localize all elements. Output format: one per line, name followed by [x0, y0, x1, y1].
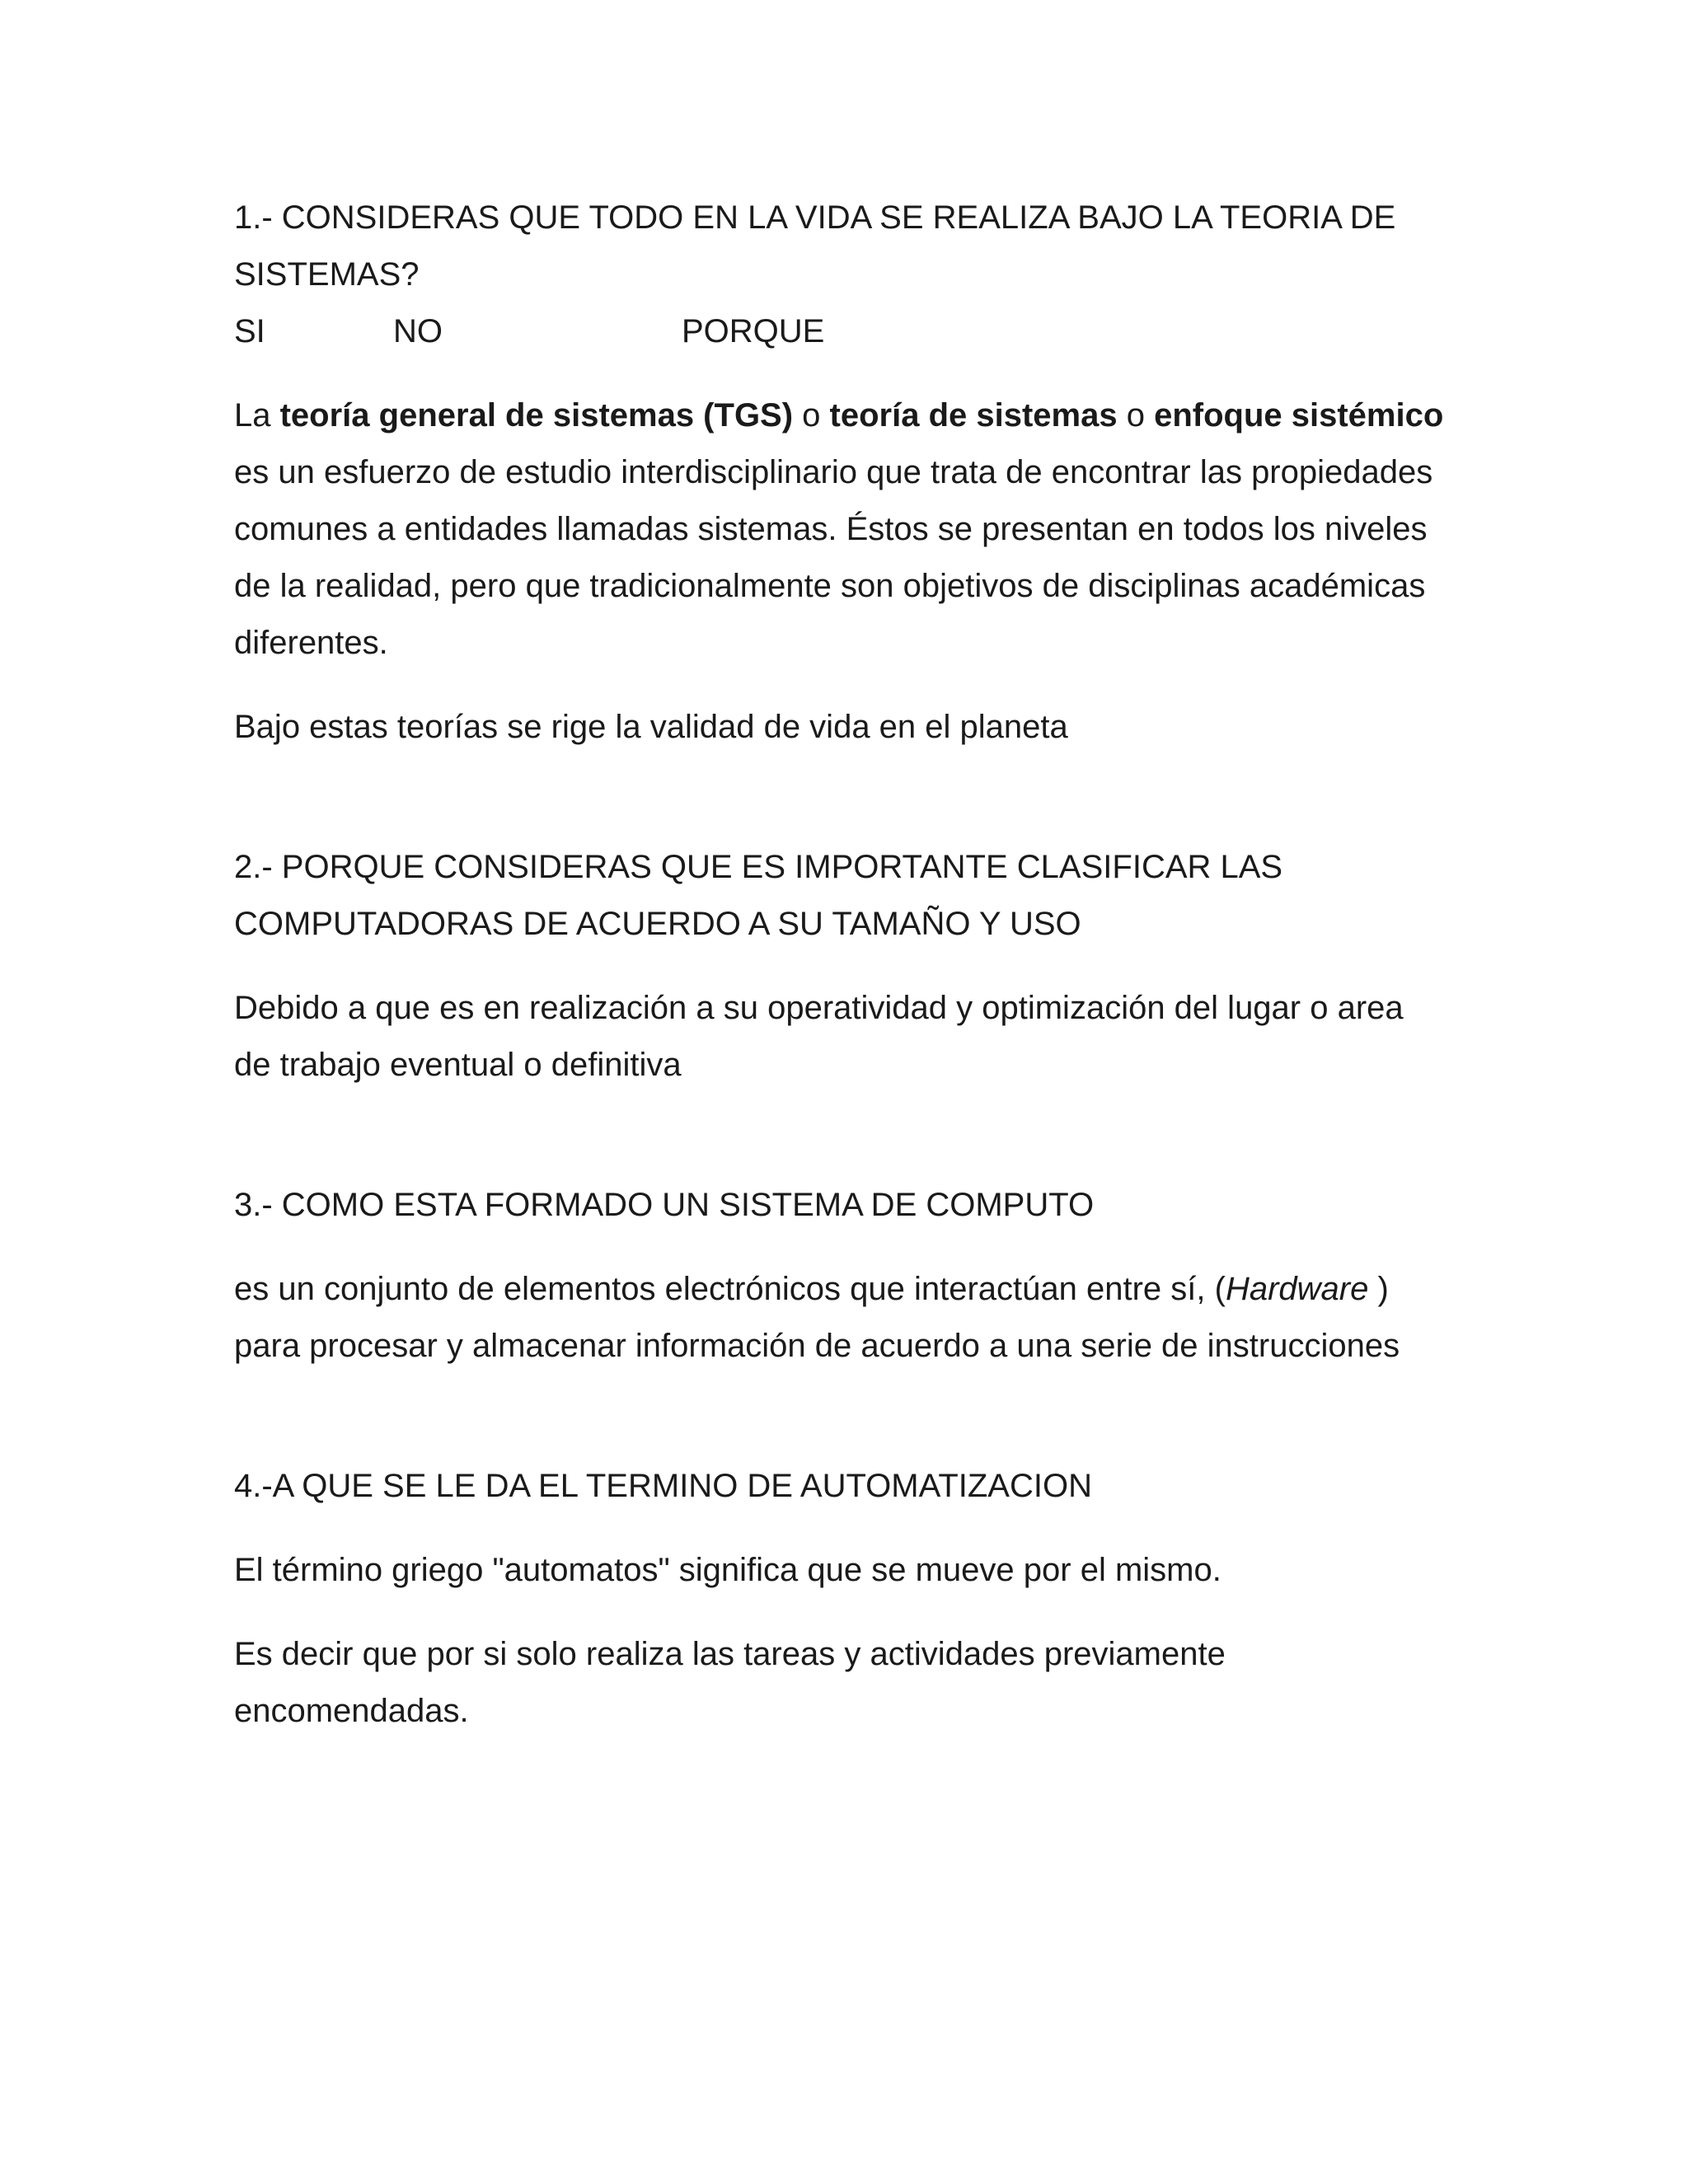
question-1	[234, 190, 1470, 756]
answer-line: diferentes.	[234, 625, 388, 661]
question-2-title-line: 2.- PORQUE CONSIDERAS QUE ES IMPORTANTE CLASIFICAR LAS	[234, 849, 1283, 885]
answer-line: Bajo estas teorías se rige la validad de vida en el planeta	[234, 709, 1068, 745]
answer-line: de la realidad, pero que tradicionalmente son objetivos de disciplinas académicas	[234, 568, 1426, 604]
answer-line	[234, 1261, 1470, 1318]
answer-bold-term: enfoque sistémico	[1154, 397, 1444, 434]
question-1-title-line: SISTEMAS?	[234, 256, 420, 293]
answer-line: para procesar y almacenar información de acuerdo a una serie de instrucciones	[234, 1328, 1400, 1364]
answer-line: encomendadas.	[234, 1693, 469, 1729]
question-3-answer	[234, 1261, 1470, 1375]
question-3-title	[234, 1177, 1470, 1234]
question-4-answer	[234, 1542, 1470, 1599]
question-2-title	[234, 839, 1470, 953]
answer-text: )	[1368, 1271, 1389, 1307]
answer-line: es un esfuerzo de estudio interdisciplinario que trata de encontrar las propiedades	[234, 454, 1433, 490]
answer-line: El término griego "automatos" significa que se mueve por el mismo.	[234, 1552, 1221, 1588]
answer-line: de trabajo eventual o definitiva	[234, 1047, 682, 1083]
question-4	[234, 1458, 1470, 1740]
answer-line	[234, 387, 1470, 444]
question-1-title-line: 1.- CONSIDERAS QUE TODO EN LA VIDA SE REALIZA BAJO LA TEORIA DE	[234, 199, 1396, 236]
answer-text: o	[793, 397, 830, 434]
question-3-title-line: 3.- COMO ESTA FORMADO UN SISTEMA DE COMPUTO	[234, 1187, 1095, 1223]
choice-porque: PORQUE	[682, 313, 825, 349]
question-4-answer-2	[234, 1626, 1470, 1740]
question-3	[234, 1177, 1470, 1375]
answer-line: Es decir que por si solo realiza las tareas y actividades previamente	[234, 1636, 1226, 1672]
choice-no: NO	[393, 313, 443, 349]
question-1-answer	[234, 387, 1470, 672]
answer-italic-term: Hardware	[1225, 1271, 1369, 1307]
question-1-choices	[234, 303, 1470, 360]
question-1-title	[234, 190, 1470, 303]
answer-bold-term: teoría de sistemas	[829, 397, 1118, 434]
question-4-title	[234, 1458, 1470, 1515]
question-4-title-line: 4.-A QUE SE LE DA EL TERMINO DE AUTOMATIZACION	[234, 1468, 1092, 1504]
answer-text: La	[234, 397, 280, 434]
answer-text: o	[1117, 397, 1155, 434]
answer-bold-term: teoría general de sistemas (TGS)	[279, 397, 794, 434]
answer-line: Debido a que es en realización a su operatividad y optimización del lugar o area	[234, 990, 1404, 1026]
answer-text: es un conjunto de elementos electrónicos que interactúan entre sí, (	[234, 1271, 1226, 1307]
question-2-answer	[234, 980, 1470, 1094]
question-2	[234, 839, 1470, 1094]
question-2-title-line: COMPUTADORAS DE ACUERDO A SU TAMAÑO Y USO	[234, 906, 1081, 942]
document-content	[234, 190, 1470, 1740]
question-1-answer-2	[234, 699, 1470, 756]
answer-line: comunes a entidades llamadas sistemas. Éstos se presentan en todos los niveles	[234, 511, 1428, 547]
choice-si: SI	[234, 313, 265, 349]
